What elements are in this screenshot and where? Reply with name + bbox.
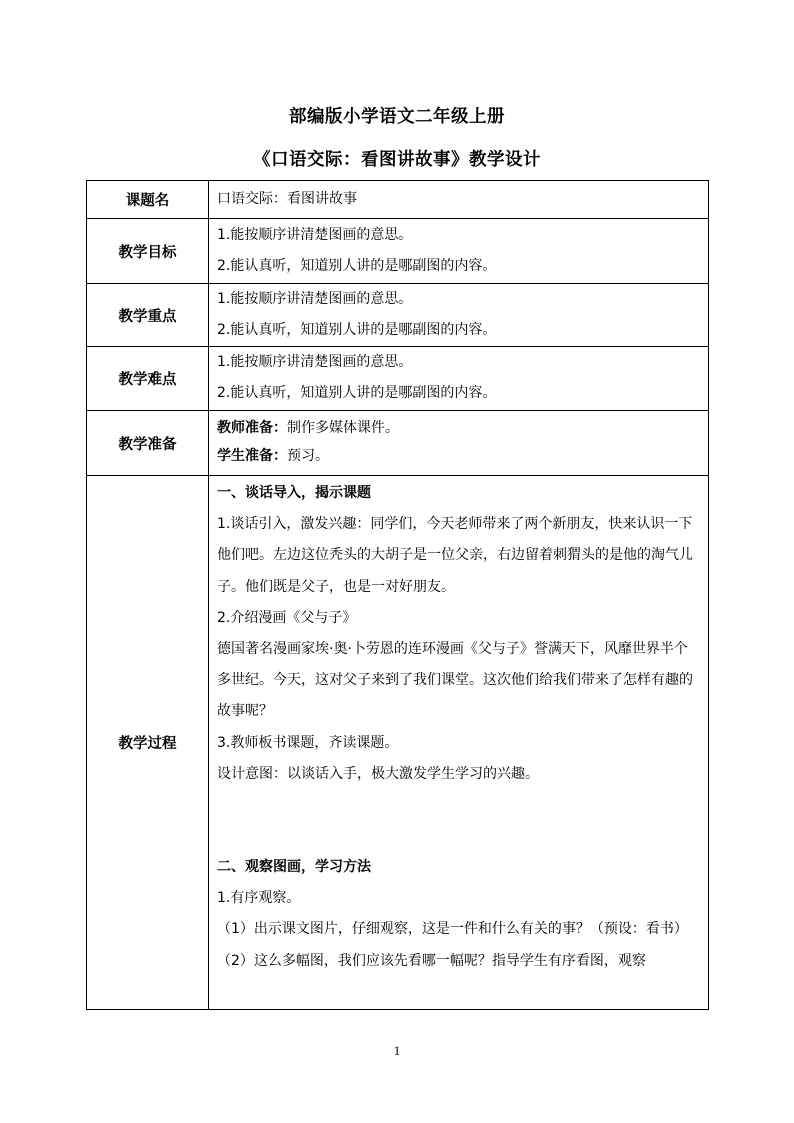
student-prep-line [217, 442, 701, 470]
table-row-focus [87, 284, 709, 347]
section-2-heading: 二、观察图画，学习方法 [217, 859, 371, 876]
process-content [209, 476, 709, 1010]
topic-value [209, 181, 709, 219]
goals-line-2: 2.能认真听，知道别人讲的是哪副图的内容。 [217, 258, 497, 274]
page-number: 1 [393, 1043, 401, 1058]
focus-content [209, 284, 709, 347]
process-paragraph-7: （1）出示课文图片，仔细观察，这是一件和什么有关的事？（预设：看书） [217, 921, 688, 938]
teacher-prep-line [217, 414, 701, 442]
teacher-prep-label: 教师准备： [217, 420, 287, 436]
table-row-difficulty [87, 347, 709, 411]
label-focus: 教学重点 [87, 284, 209, 347]
topic-text: 口语交际：看图讲故事 [217, 191, 357, 207]
label-difficulty: 教学难点 [87, 347, 209, 411]
student-prep-text: 预习。 [287, 448, 329, 464]
table-row-topic [87, 181, 709, 219]
label-goals: 教学目标 [87, 219, 209, 284]
document-subtitle: 《口语交际：看图讲故事》教学设计 [253, 150, 541, 170]
prep-content [209, 411, 709, 476]
difficulty-content [209, 347, 709, 411]
table-row-goals [87, 219, 709, 284]
difficulty-line-2: 2.能认真听，知道别人讲的是哪副图的内容。 [217, 385, 497, 401]
blank-space [217, 790, 701, 852]
student-prep-label: 学生准备： [217, 448, 287, 464]
process-paragraph-5: 设计意图：以谈话入手，极大激发学生学习的兴趣。 [217, 765, 539, 782]
focus-line-2: 2.能认真听，知道别人讲的是哪副图的内容。 [217, 322, 497, 338]
teacher-prep-text: 制作多媒体课件。 [287, 420, 399, 436]
difficulty-line-1: 1.能按顺序讲清楚图画的意思。 [217, 354, 413, 370]
document-title: 部编版小学语文二年级上册 [289, 107, 505, 127]
table-row-prep [87, 411, 709, 476]
process-paragraph-2: 2.介绍漫画《父与子》 [217, 609, 357, 626]
table-row-process [87, 476, 709, 1010]
section-1-heading: 一、谈话导入，揭示课题 [217, 485, 371, 501]
goals-content [209, 219, 709, 284]
lesson-plan-table [86, 180, 709, 1010]
process-paragraph-1: 1.谈话引入，激发兴趣：同学们，今天老师带来了两个新朋友，快来认识一下他们吧。左边这位秃头的大胡子是一位父亲，右边留着刺猬头的是他的淘气儿子。他们既是父子，也是一对好朋友。 [217, 516, 693, 595]
process-paragraph-8: （2）这么多幅图，我们应该先看哪一幅呢？指导学生有序看图，观察 [217, 952, 646, 969]
goals-line-1: 1.能按顺序讲清楚图画的意思。 [217, 227, 413, 243]
process-paragraph-3: 德国著名漫画家埃·奥·卜劳恩的连环漫画《父与子》誉满天下，风靡世界半个多世纪。今天，这对父子来到了我们课堂。这次他们给我们带来了怎样有趣的故事呢？ [217, 641, 693, 720]
process-paragraph-6: 1.有序观察。 [217, 890, 301, 907]
label-topic: 课题名 [87, 181, 209, 219]
focus-line-1: 1.能按顺序讲清楚图画的意思。 [217, 291, 413, 307]
label-process: 教学过程 [87, 476, 209, 1010]
label-prep: 教学准备 [87, 411, 209, 476]
process-paragraph-4: 3.教师板书课题，齐读课题。 [217, 734, 399, 751]
